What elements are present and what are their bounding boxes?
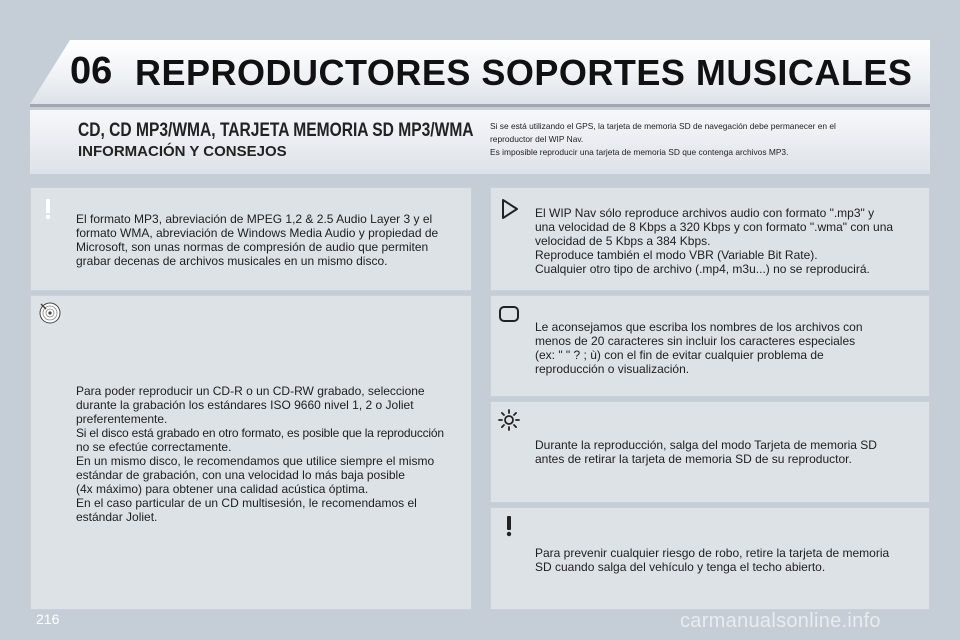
disc-icon [38, 301, 62, 325]
text-line: Si el disco está grabado en otro formato, es posible que la reproducción [76, 426, 444, 440]
text-line: durante la grabación los estándares ISO 9660 nivel 1, 2 o Joliet [76, 398, 414, 412]
text-line: SD cuando salga del vehículo y tenga el techo abierto. [535, 560, 826, 574]
sun-icon [497, 408, 521, 432]
rounded-rect-icon [497, 302, 521, 326]
text-line: preferentemente. [76, 412, 168, 426]
note-line: reproductor del WIP Nav. [490, 134, 584, 144]
text-line: velocidad de 5 Kbps a 384 Kbps. [535, 234, 711, 248]
text-line: (4x máximo) para obtener una calidad acústica óptima. [76, 482, 369, 496]
text-line: En el caso particular de un CD multisesión, le recomendamos el [76, 496, 417, 510]
cd-text [76, 384, 466, 524]
play-icon [497, 197, 521, 221]
text-line: menos de 20 caracteres sin incluir los caracteres especiales [535, 334, 856, 348]
text-line: estándar Joliet. [76, 510, 158, 524]
text-line: Microsoft, son unas normas de compresión de audio que permiten [76, 240, 429, 254]
text-line: (ex: " " ? ; ù) con el fin de evitar cualquier problema de [535, 348, 824, 362]
text-line: Reproduce también el modo VBR (Variable Bit Rate). [535, 248, 818, 262]
text-line: Le aconsejamos que escriba los nombres de los archivos con [535, 320, 863, 334]
text-line: no se efectúe correctamente. [76, 440, 232, 454]
section-subtitle: INFORMACIÓN Y CONSEJOS [78, 143, 287, 160]
text-line: estándar de grabación, con una velocidad lo más baja posible [76, 468, 405, 482]
header-rule [30, 104, 930, 107]
text-line: El formato MP3, abreviación de MPEG 1,2 & 2.5 Audio Layer 3 y el [76, 212, 433, 226]
text-line: En un mismo disco, le recomendamos que utilice siempre el mismo [76, 454, 435, 468]
text-line: una velocidad de 8 Kbps a 320 Kbps y con formato ".wma" con una [535, 220, 894, 234]
text-line: Cualquier otro tipo de archivo (.mp4, m3u...) no se reproducirá. [535, 262, 870, 276]
chapter-number: 06 [70, 50, 113, 92]
text-line: reproducción o visualización. [535, 362, 690, 376]
theft-text [535, 546, 925, 574]
wipnav-text [535, 206, 925, 276]
note-line: Es imposible reproducir una tarjeta de memoria SD que contenga archivos MP3. [490, 147, 789, 157]
text-line: El WIP Nav sólo reproduce archivos audio con formato ".mp3" y [535, 206, 875, 220]
exclamation-icon [36, 197, 60, 221]
filenames-text [535, 320, 925, 376]
text-line: Para poder reproducir un CD-R o un CD-RW grabado, seleccione [76, 384, 425, 398]
note-line: Si se está utilizando el GPS, la tarjeta de memoria SD de navegación debe permanecer en el [490, 121, 836, 131]
text-line: grabar decenas de archivos musicales en un mismo disco. [76, 254, 388, 268]
page-title: REPRODUCTORES SOPORTES MUSICALES [135, 52, 913, 93]
gps-note [490, 120, 910, 159]
page-number: 216 [36, 611, 60, 627]
exclamation-icon [497, 514, 521, 538]
text-line: Para prevenir cualquier riesgo de robo, retire la tarjeta de memoria [535, 546, 890, 560]
sdcard-text [535, 438, 925, 466]
format-text [76, 212, 466, 268]
text-line: Durante la reproducción, salga del modo Tarjeta de memoria SD [535, 438, 877, 452]
header-notch [30, 40, 70, 104]
section-title: CD, CD MP3/WMA, TARJETA MEMORIA SD MP3/WMA [78, 120, 474, 141]
text-line: antes de retirar la tarjeta de memoria SD de su reproductor. [535, 452, 852, 466]
watermark: carmanualsonline.info [680, 610, 881, 632]
text-line: formato WMA, abreviación de Windows Media Audio y propiedad de [76, 226, 439, 240]
